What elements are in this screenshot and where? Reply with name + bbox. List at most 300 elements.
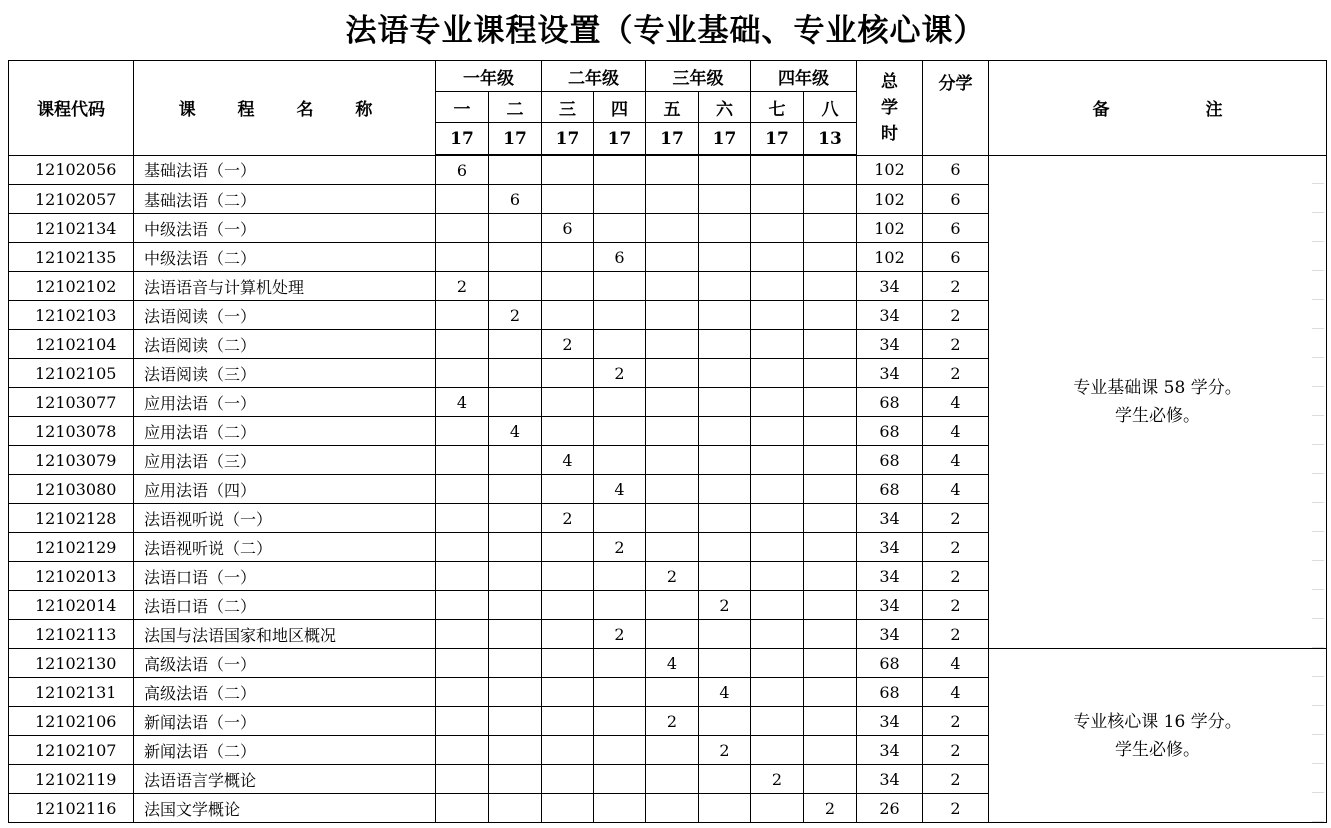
semester-hours-cell xyxy=(699,765,751,794)
header-semester: 一 xyxy=(436,92,489,123)
course-name: 法语语言学概论 xyxy=(134,765,436,794)
semester-hours-cell xyxy=(646,272,699,301)
semester-hours-cell xyxy=(804,765,857,794)
semester-hours-cell xyxy=(699,301,751,330)
semester-hours-cell xyxy=(751,330,804,359)
total-hours: 68 xyxy=(857,649,923,678)
credits: 2 xyxy=(923,794,989,823)
semester-hours-cell xyxy=(594,794,646,823)
semester-hours-cell xyxy=(542,272,594,301)
header-weeks: 17 xyxy=(436,123,489,156)
semester-hours-cell xyxy=(594,649,646,678)
course-code: 12102135 xyxy=(9,243,134,272)
semester-hours-cell xyxy=(436,504,489,533)
header-weeks: 13 xyxy=(804,123,857,156)
semester-hours-cell xyxy=(699,794,751,823)
semester-hours-cell xyxy=(699,417,751,446)
semester-hours-cell xyxy=(751,272,804,301)
semester-hours-cell xyxy=(646,591,699,620)
semester-hours-cell: 2 xyxy=(646,562,699,591)
semester-hours-cell: 4 xyxy=(436,388,489,417)
semester-hours-cell xyxy=(804,736,857,765)
course-code: 12102105 xyxy=(9,359,134,388)
semester-hours-cell xyxy=(699,533,751,562)
semester-hours-cell xyxy=(751,620,804,649)
semester-hours-cell xyxy=(804,678,857,707)
semester-hours-cell xyxy=(751,794,804,823)
note-line: 学生必修。 xyxy=(1115,739,1200,760)
semester-hours-cell xyxy=(751,649,804,678)
semester-hours-cell xyxy=(542,185,594,214)
semester-hours-cell xyxy=(646,533,699,562)
credits: 4 xyxy=(923,417,989,446)
total-hours: 26 xyxy=(857,794,923,823)
semester-hours-cell xyxy=(436,649,489,678)
semester-hours-cell xyxy=(751,475,804,504)
header-hours-char: 总 xyxy=(881,71,898,92)
semester-hours-cell xyxy=(594,591,646,620)
semester-hours-cell xyxy=(594,678,646,707)
semester-hours-cell xyxy=(594,155,646,185)
course-code: 12102014 xyxy=(9,591,134,620)
semester-hours-cell xyxy=(436,243,489,272)
semester-hours-cell xyxy=(804,243,857,272)
course-code: 12102129 xyxy=(9,533,134,562)
semester-hours-cell xyxy=(489,155,542,185)
semester-hours-cell xyxy=(751,214,804,243)
semester-hours-cell xyxy=(436,417,489,446)
semester-hours-cell xyxy=(594,446,646,475)
semester-hours-cell: 2 xyxy=(699,736,751,765)
header-semester: 三 xyxy=(542,92,594,123)
course-code: 12102104 xyxy=(9,330,134,359)
header-weeks: 17 xyxy=(594,123,646,156)
semester-hours-cell xyxy=(436,765,489,794)
credits: 6 xyxy=(923,214,989,243)
semester-hours-cell xyxy=(699,243,751,272)
credits: 2 xyxy=(923,591,989,620)
course-name: 基础法语（一） xyxy=(134,155,436,185)
total-hours: 34 xyxy=(857,533,923,562)
semester-hours-cell xyxy=(751,446,804,475)
semester-hours-cell: 2 xyxy=(436,272,489,301)
course-name: 应用法语（四） xyxy=(134,475,436,504)
semester-hours-cell xyxy=(489,504,542,533)
semester-hours-cell xyxy=(436,446,489,475)
semester-hours-cell xyxy=(489,243,542,272)
semester-hours-cell xyxy=(594,417,646,446)
credits: 2 xyxy=(923,359,989,388)
semester-hours-cell xyxy=(594,185,646,214)
course-code: 12102057 xyxy=(9,185,134,214)
semester-hours-cell xyxy=(594,736,646,765)
semester-hours-cell xyxy=(804,533,857,562)
spreadsheet-gridlines xyxy=(1312,155,1324,823)
header-code: 课程代码 xyxy=(9,61,134,156)
header-semester: 七 xyxy=(751,92,804,123)
semester-hours-cell xyxy=(542,243,594,272)
semester-hours-cell: 6 xyxy=(436,155,489,185)
semester-hours-cell: 4 xyxy=(489,417,542,446)
semester-hours-cell xyxy=(489,533,542,562)
semester-hours-cell xyxy=(436,301,489,330)
semester-hours-cell xyxy=(489,446,542,475)
semester-hours-cell xyxy=(646,620,699,649)
semester-hours-cell xyxy=(646,794,699,823)
semester-hours-cell: 4 xyxy=(542,446,594,475)
semester-hours-cell xyxy=(542,765,594,794)
semester-hours-cell xyxy=(542,475,594,504)
header-credit: 分学 xyxy=(923,61,989,156)
semester-hours-cell xyxy=(436,591,489,620)
course-code: 12103078 xyxy=(9,417,134,446)
total-hours: 68 xyxy=(857,678,923,707)
semester-hours-cell xyxy=(436,214,489,243)
semester-hours-cell xyxy=(436,330,489,359)
semester-hours-cell xyxy=(542,736,594,765)
header-semester: 二 xyxy=(489,92,542,123)
semester-hours-cell xyxy=(646,388,699,417)
course-name: 高级法语（二） xyxy=(134,678,436,707)
table-body xyxy=(9,155,1327,823)
semester-hours-cell: 2 xyxy=(594,620,646,649)
semester-hours-cell xyxy=(804,272,857,301)
header-year-1: 一年级 xyxy=(436,61,542,92)
semester-hours-cell xyxy=(751,388,804,417)
semester-hours-cell xyxy=(542,301,594,330)
credits: 4 xyxy=(923,678,989,707)
header-weeks: 17 xyxy=(751,123,804,156)
note-line: 学生必修。 xyxy=(1115,405,1200,426)
total-hours: 34 xyxy=(857,736,923,765)
total-hours: 34 xyxy=(857,359,923,388)
semester-hours-cell xyxy=(751,504,804,533)
header-semester: 五 xyxy=(646,92,699,123)
semester-hours-cell xyxy=(646,678,699,707)
semester-hours-cell: 6 xyxy=(489,185,542,214)
semester-hours-cell xyxy=(699,185,751,214)
semester-hours-cell xyxy=(751,301,804,330)
semester-hours-cell: 2 xyxy=(489,301,542,330)
semester-hours-cell xyxy=(646,330,699,359)
total-hours: 34 xyxy=(857,562,923,591)
semester-hours-cell xyxy=(646,214,699,243)
credits: 2 xyxy=(923,707,989,736)
semester-hours-cell: 2 xyxy=(542,330,594,359)
credits: 2 xyxy=(923,765,989,794)
total-hours: 34 xyxy=(857,765,923,794)
total-hours: 34 xyxy=(857,620,923,649)
total-hours: 102 xyxy=(857,155,923,185)
semester-hours-cell: 4 xyxy=(646,649,699,678)
semester-hours-cell xyxy=(751,707,804,736)
semester-hours-cell xyxy=(542,155,594,185)
course-name: 应用法语（一） xyxy=(134,388,436,417)
table-row xyxy=(9,155,1327,185)
course-code: 12102056 xyxy=(9,155,134,185)
semester-hours-cell xyxy=(489,736,542,765)
semester-hours-cell xyxy=(804,475,857,504)
note-line: 专业核心课 16 学分。 xyxy=(1073,711,1242,732)
course-name: 法语视听说（二） xyxy=(134,533,436,562)
semester-hours-cell xyxy=(489,707,542,736)
semester-hours-cell xyxy=(646,736,699,765)
semester-hours-cell xyxy=(594,707,646,736)
semester-hours-cell xyxy=(804,214,857,243)
semester-hours-cell xyxy=(699,504,751,533)
header-note: 备 注 xyxy=(989,61,1327,156)
total-hours: 68 xyxy=(857,475,923,504)
credits: 2 xyxy=(923,301,989,330)
course-name: 应用法语（二） xyxy=(134,417,436,446)
credits: 4 xyxy=(923,388,989,417)
semester-hours-cell xyxy=(646,446,699,475)
semester-hours-cell xyxy=(542,620,594,649)
semester-hours-cell xyxy=(751,591,804,620)
credits: 2 xyxy=(923,504,989,533)
semester-hours-cell xyxy=(646,765,699,794)
course-name: 法语口语（一） xyxy=(134,562,436,591)
course-code: 12103079 xyxy=(9,446,134,475)
semester-hours-cell: 4 xyxy=(594,475,646,504)
semester-hours-cell xyxy=(594,504,646,533)
course-code: 12102013 xyxy=(9,562,134,591)
semester-hours-cell xyxy=(436,562,489,591)
semester-hours-cell xyxy=(594,214,646,243)
semester-hours-cell xyxy=(804,591,857,620)
total-hours: 34 xyxy=(857,504,923,533)
semester-hours-cell xyxy=(489,765,542,794)
header-year-4: 四年级 xyxy=(751,61,857,92)
semester-hours-cell xyxy=(699,649,751,678)
semester-hours-cell xyxy=(489,388,542,417)
semester-hours-cell xyxy=(489,678,542,707)
course-code: 12103077 xyxy=(9,388,134,417)
semester-hours-cell xyxy=(542,649,594,678)
semester-hours-cell xyxy=(699,446,751,475)
semester-hours-cell xyxy=(751,243,804,272)
header-semester: 四 xyxy=(594,92,646,123)
semester-hours-cell: 2 xyxy=(594,359,646,388)
total-hours: 34 xyxy=(857,707,923,736)
course-name: 法国与法语国家和地区概况 xyxy=(134,620,436,649)
credits: 6 xyxy=(923,243,989,272)
semester-hours-cell xyxy=(542,388,594,417)
semester-hours-cell xyxy=(699,707,751,736)
total-hours: 34 xyxy=(857,330,923,359)
semester-hours-cell xyxy=(594,272,646,301)
semester-hours-cell xyxy=(542,794,594,823)
semester-hours-cell xyxy=(542,678,594,707)
credits: 2 xyxy=(923,533,989,562)
semester-hours-cell xyxy=(751,678,804,707)
semester-hours-cell xyxy=(699,562,751,591)
course-name: 基础法语（二） xyxy=(134,185,436,214)
total-hours: 68 xyxy=(857,417,923,446)
semester-hours-cell xyxy=(699,272,751,301)
semester-hours-cell xyxy=(804,707,857,736)
course-name: 法国文学概论 xyxy=(134,794,436,823)
header-hours-char: 学 xyxy=(881,97,898,118)
table-row xyxy=(9,649,1327,678)
header-weeks: 17 xyxy=(699,123,751,156)
semester-hours-cell xyxy=(489,475,542,504)
header-name: 课 程 名 称 xyxy=(134,61,436,156)
semester-hours-cell xyxy=(699,359,751,388)
course-name: 法语阅读（三） xyxy=(134,359,436,388)
semester-hours-cell xyxy=(542,359,594,388)
semester-hours-cell xyxy=(542,591,594,620)
course-code: 12102131 xyxy=(9,678,134,707)
course-code: 12102119 xyxy=(9,765,134,794)
header-hours xyxy=(857,61,923,156)
semester-hours-cell xyxy=(489,620,542,649)
semester-hours-cell xyxy=(436,678,489,707)
semester-hours-cell xyxy=(489,214,542,243)
course-name: 中级法语（一） xyxy=(134,214,436,243)
semester-hours-cell xyxy=(646,243,699,272)
semester-hours-cell: 2 xyxy=(594,533,646,562)
semester-hours-cell: 2 xyxy=(804,794,857,823)
total-hours: 34 xyxy=(857,591,923,620)
semester-hours-cell xyxy=(436,620,489,649)
semester-hours-cell xyxy=(594,301,646,330)
credits: 4 xyxy=(923,475,989,504)
semester-hours-cell xyxy=(489,359,542,388)
total-hours: 102 xyxy=(857,214,923,243)
total-hours: 34 xyxy=(857,272,923,301)
table-header xyxy=(9,61,1327,156)
note-cell xyxy=(989,155,1327,649)
semester-hours-cell xyxy=(751,736,804,765)
header-hours-char: 时 xyxy=(881,123,898,144)
credits: 2 xyxy=(923,272,989,301)
credits: 2 xyxy=(923,562,989,591)
total-hours: 68 xyxy=(857,388,923,417)
semester-hours-cell xyxy=(489,330,542,359)
semester-hours-cell xyxy=(542,417,594,446)
course-name: 法语阅读（二） xyxy=(134,330,436,359)
credits: 6 xyxy=(923,185,989,214)
page-title: 法语专业课程设置（专业基础、专业核心课） xyxy=(345,13,986,49)
semester-hours-cell xyxy=(542,707,594,736)
total-hours: 34 xyxy=(857,301,923,330)
semester-hours-cell xyxy=(751,359,804,388)
semester-hours-cell xyxy=(646,301,699,330)
semester-hours-cell xyxy=(436,475,489,504)
semester-hours-cell: 6 xyxy=(594,243,646,272)
semester-hours-cell: 2 xyxy=(699,591,751,620)
semester-hours-cell xyxy=(804,620,857,649)
semester-hours-cell xyxy=(646,475,699,504)
semester-hours-cell xyxy=(804,155,857,185)
semester-hours-cell xyxy=(804,562,857,591)
semester-hours-cell: 2 xyxy=(646,707,699,736)
semester-hours-cell xyxy=(542,562,594,591)
semester-hours-cell xyxy=(542,533,594,562)
semester-hours-cell: 4 xyxy=(699,678,751,707)
semester-hours-cell xyxy=(646,359,699,388)
semester-hours-cell xyxy=(804,330,857,359)
semester-hours-cell xyxy=(489,794,542,823)
semester-hours-cell xyxy=(436,185,489,214)
course-name: 应用法语（三） xyxy=(134,446,436,475)
semester-hours-cell xyxy=(436,707,489,736)
course-name: 法语语音与计算机处理 xyxy=(134,272,436,301)
course-name: 法语阅读（一） xyxy=(134,301,436,330)
header-weeks: 17 xyxy=(646,123,699,156)
semester-hours-cell: 2 xyxy=(751,765,804,794)
course-name: 中级法语（二） xyxy=(134,243,436,272)
semester-hours-cell xyxy=(804,185,857,214)
credits: 2 xyxy=(923,620,989,649)
header-semester: 八 xyxy=(804,92,857,123)
semester-hours-cell: 6 xyxy=(542,214,594,243)
course-code: 12102102 xyxy=(9,272,134,301)
credits: 2 xyxy=(923,736,989,765)
course-name: 法语口语（二） xyxy=(134,591,436,620)
semester-hours-cell xyxy=(646,155,699,185)
course-code: 12102113 xyxy=(9,620,134,649)
course-name: 法语视听说（一） xyxy=(134,504,436,533)
semester-hours-cell xyxy=(646,504,699,533)
semester-hours-cell xyxy=(436,533,489,562)
course-code: 12102106 xyxy=(9,707,134,736)
semester-hours-cell xyxy=(646,417,699,446)
course-name: 高级法语（一） xyxy=(134,649,436,678)
semester-hours-cell xyxy=(489,591,542,620)
semester-hours-cell xyxy=(804,649,857,678)
semester-hours-cell xyxy=(594,330,646,359)
semester-hours-cell xyxy=(699,155,751,185)
course-code: 12102107 xyxy=(9,736,134,765)
semester-hours-cell xyxy=(804,359,857,388)
semester-hours-cell xyxy=(436,794,489,823)
course-code: 12102130 xyxy=(9,649,134,678)
header-year-2: 二年级 xyxy=(542,61,646,92)
course-code: 12102103 xyxy=(9,301,134,330)
semester-hours-cell xyxy=(699,388,751,417)
semester-hours-cell xyxy=(751,533,804,562)
course-name: 新闻法语（一） xyxy=(134,707,436,736)
header-weeks: 17 xyxy=(489,123,542,156)
semester-hours-cell xyxy=(751,185,804,214)
semester-hours-cell xyxy=(699,620,751,649)
semester-hours-cell xyxy=(804,504,857,533)
note-line: 专业基础课 58 学分。 xyxy=(1073,377,1242,398)
total-hours: 68 xyxy=(857,446,923,475)
credits: 4 xyxy=(923,446,989,475)
course-code: 12102128 xyxy=(9,504,134,533)
course-code: 12102134 xyxy=(9,214,134,243)
semester-hours-cell xyxy=(436,359,489,388)
note-cell xyxy=(989,649,1327,823)
semester-hours-cell: 2 xyxy=(542,504,594,533)
semester-hours-cell xyxy=(594,388,646,417)
course-code: 12103080 xyxy=(9,475,134,504)
total-hours: 102 xyxy=(857,185,923,214)
credits: 4 xyxy=(923,649,989,678)
header-semester: 六 xyxy=(699,92,751,123)
semester-hours-cell xyxy=(594,562,646,591)
header-year-3: 三年级 xyxy=(646,61,751,92)
credits: 6 xyxy=(923,155,989,185)
semester-hours-cell xyxy=(804,388,857,417)
semester-hours-cell xyxy=(436,736,489,765)
total-hours: 102 xyxy=(857,243,923,272)
semester-hours-cell xyxy=(699,475,751,504)
course-name: 新闻法语（二） xyxy=(134,736,436,765)
